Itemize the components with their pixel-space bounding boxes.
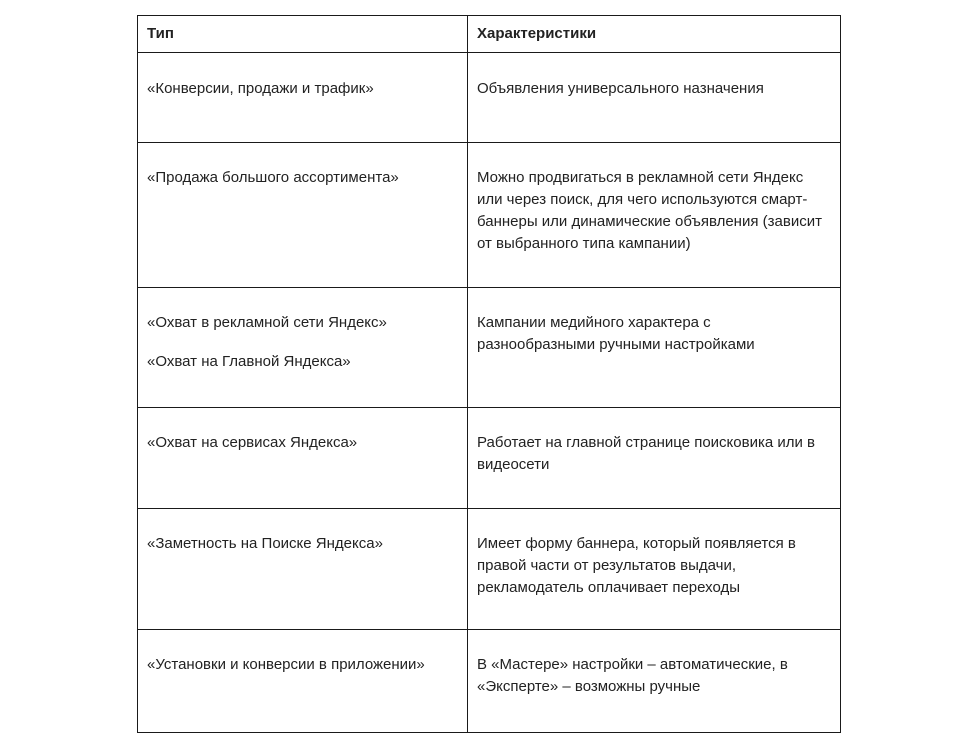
description-text: Можно продвигаться в рекламной сети Яндекс или через поиск, для чего используются смарт-баннеры или динамические объявления (зависит от выбранного типа кампании) [477,169,822,252]
description-cell [468,53,841,143]
type-text: «Заметность на Поиске Яндекса» [147,535,383,552]
table-row [138,53,841,143]
type-text: «Установки и конверсии в приложении» [147,656,425,673]
type-cell [138,288,468,408]
description-cell [468,630,841,733]
type-cell [138,509,468,630]
description-cell [468,509,841,630]
type-text: «Охват на Главной Яндекса» [147,353,351,370]
type-text: «Конверсии, продажи и трафик» [147,80,374,97]
campaign-types-table [137,15,841,733]
description-cell [468,143,841,288]
description-text: Объявления универсального назначения [477,80,764,97]
description-text: Имеет форму баннера, который появляется в правой части от результатов выдачи, рекламодатель оплачивает переходы [477,535,796,596]
description-text: В «Мастере» настройки – автоматические, в «Эксперте» – возможны ручные [477,656,788,695]
table-row [138,630,841,733]
type-cell [138,143,468,288]
header-type: Тип [138,16,468,53]
table-row [138,408,841,509]
table-row [138,143,841,288]
type-text: «Охват на сервисах Яндекса» [147,434,358,451]
type-cell [138,53,468,143]
table-header-row [138,16,841,53]
header-characteristics: Характеристики [468,16,841,53]
type-cell [138,408,468,509]
type-cell [138,630,468,733]
table-row [138,288,841,408]
description-cell [468,408,841,509]
type-text: «Охват в рекламной сети Яндекс» [147,314,387,331]
table-row [138,509,841,630]
description-cell [468,288,841,408]
description-text: Работает на главной странице поисковика или в видеосети [477,434,816,473]
description-text: Кампании медийного характера с разнообразными ручными настройками [477,314,755,353]
type-text: «Продажа большого ассортимента» [147,169,399,186]
